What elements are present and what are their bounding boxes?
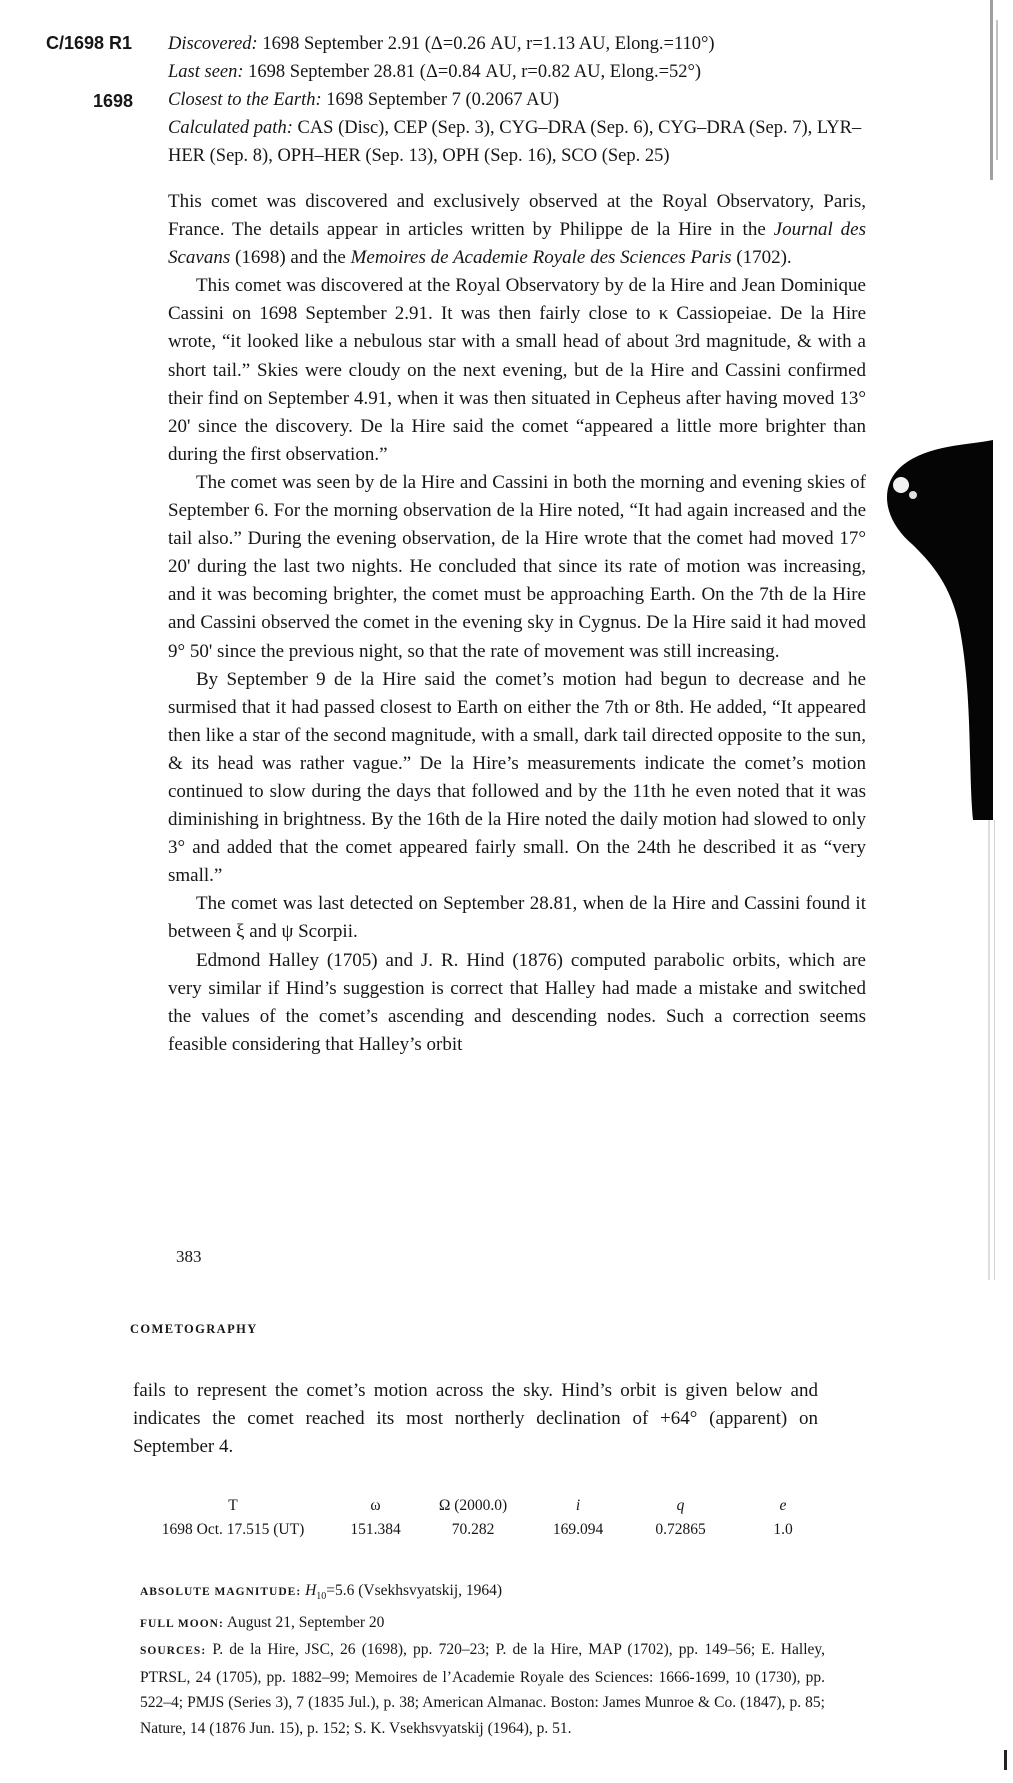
full-moon-label: FULL MOON:	[140, 1617, 224, 1630]
scan-shadow-blot	[873, 440, 993, 820]
notes-section	[140, 1578, 825, 1741]
intro-text-b: (1698) and the	[230, 247, 351, 269]
col-T: T	[228, 1497, 238, 1514]
running-head: COMETOGRAPHY	[130, 1322, 258, 1336]
last-seen-value: 1698 September 28.81 (Δ=0.84 AU, r=0.82 AU, Elong.=52°)	[248, 62, 702, 82]
paragraph-discovery: This comet was discovered at the Royal Observatory by de la Hire and Jean Dominique Cassini on 1698 September 2.91. It was then fairly close to κ Cassiopeiae. De la Hire wrote, “it looked like a nebulous star with a small head of about 3rd magnitude, & with a short tail.” Skies were cloudy on the next evening, but de la Hire and Cassini confirmed their find on September 4.91, when it was then situated in Cepheus after having moved 13° 20' since the discovery. De la Hire said the comet “appeared a little more brighter than during the first observation.”	[168, 275, 866, 465]
orbit-table-header	[133, 1494, 833, 1518]
path-label: Calculated path:	[168, 118, 293, 138]
intro-text-c: (1702).	[731, 247, 792, 269]
cell-T: 1698 Oct. 17.515 (UT)	[161, 1521, 305, 1538]
discovered-label: Discovered:	[168, 34, 258, 54]
closest-label: Closest to the Earth:	[168, 90, 322, 110]
col-q: q	[676, 1497, 685, 1514]
col-i: i	[575, 1497, 581, 1514]
full-moon-value: August 21, September 20	[226, 1613, 385, 1631]
cell-omega: 151.384	[350, 1521, 401, 1538]
orbit-table	[133, 1494, 833, 1542]
orbit-table-row	[133, 1518, 833, 1542]
paragraph-last-detection: The comet was last detected on September 28.81, when de la Hire and Cassini found it between ξ and ψ Scorpii.	[168, 893, 866, 943]
paragraph-orbits: Edmond Halley (1705) and J. R. Hind (1876) computed parabolic orbits, which are very similar if Hind’s suggestion is correct that Halley had made a mistake and switched the values of the comet’s ascending and descending nodes. Such a correction seems feasible considering that Halley’s orbit	[168, 949, 866, 1055]
col-node: Ω (2000.0)	[438, 1497, 508, 1514]
absolute-magnitude	[140, 1578, 825, 1610]
last-seen-label: Last seen:	[168, 62, 244, 82]
cell-i: 169.094	[552, 1521, 604, 1538]
comet-metadata	[168, 30, 868, 170]
paragraph-intro	[168, 188, 866, 272]
closest-value: 1698 September 7 (0.2067 AU)	[326, 90, 560, 110]
abs-mag-value: =5.6 (Vsekhsvyatskij, 1964)	[326, 1582, 503, 1599]
discovered-line	[168, 30, 868, 58]
cell-e: 1.0	[773, 1521, 793, 1538]
sources-label: SOURCES:	[140, 1645, 207, 1658]
sources	[140, 1637, 825, 1741]
abs-mag-symbol: H	[305, 1582, 317, 1599]
path-line	[168, 114, 868, 170]
col-omega: ω	[370, 1497, 381, 1514]
scan-edge-mark	[1004, 1750, 1007, 1770]
col-e: e	[779, 1497, 787, 1514]
closest-line	[168, 86, 868, 114]
continuation-paragraph: fails to represent the comet’s motion across the sky. Hind’s orbit is given below and indicates the comet reached its most northerly declination of +64° (apparent) on September 4.	[133, 1380, 818, 1457]
comet-year: 1698	[93, 91, 134, 111]
journal-title-1: Journal des Scavans	[168, 219, 866, 269]
discovered-value: 1698 September 2.91 (Δ=0.26 AU, r=1.13 AU, Elong.=110°)	[262, 34, 715, 54]
abs-mag-subscript: 10	[316, 1591, 327, 1603]
abs-mag-label: ABSOLUTE MAGNITUDE:	[140, 1586, 302, 1598]
cell-node: 70.282	[451, 1521, 495, 1538]
intro-text-a: This comet was discovered and exclusively observed at the Royal Observatory, Paris, France. The details appear in articles written by Philippe de la Hire in the	[168, 191, 866, 241]
comet-designation: C/1698 R1	[46, 33, 133, 53]
article-body	[168, 188, 866, 1059]
page-number: 383	[176, 1247, 202, 1266]
paragraph-september-9: By September 9 de la Hire said the comet’s motion had begun to decrease and he surmised that it had passed closest to Earth on either the 7th or 8th. He added, “It appeared then like a star of the second magnitude, with a small, dark tail directed opposite to the sun, & its head was rather vague.” De la Hire’s measurements indicate the comet’s motion continued to slow during the days that followed and by the 11th he even noted that it was diminishing in brightness. By the 16th de la Hire noted the daily motion had slowed to only 3° and added that the comet appeared fairly small. On the 24th he described it as “very small.”	[168, 668, 866, 887]
sources-value: P. de la Hire, JSC, 26 (1698), pp. 720–23; P. de la Hire, MAP (1702), pp. 149–56; E. Halley, PTRSL, 24 (1705), pp. 1882–99; Memoires de l’Academie Royale des Sciences: 1666-1699, 10 (1730), pp. 522–4; PMJS (Series 3), 7 (1835 Jul.), p. 38; American Almanac. Boston: James Munroe & Co. (1847), p. 85; Nature, 14 (1876 Jun. 15), p. 152; S. K. Vsekhsvyatskij (1964), p. 51.	[140, 1641, 825, 1737]
full-moon	[140, 1610, 825, 1638]
cell-q: 0.72865	[655, 1521, 706, 1538]
journal-title-2: Memoires de Academie Royale des Sciences Paris	[350, 247, 732, 269]
paragraph-september-6: The comet was seen by de la Hire and Cassini in both the morning and evening skies of September 6. For the morning observation de la Hire noted, “It had again increased and the tail also.” During the evening observation, de la Hire wrote that the comet had moved 17° 20' during the last two nights. He concluded that since its rate of motion was increasing, and it was becoming brighter, the comet must be approaching Earth. On the 7th de la Hire and Cassini observed the comet in the evening sky in Cygnus. De la Hire said it had moved 9° 50' since the previous night, so that the rate of movement was still increasing.	[168, 471, 866, 662]
path-value: CAS (Disc), CEP (Sep. 3), CYG–DRA (Sep. 6), CYG–DRA (Sep. 7), LYR–HER (Sep. 8), OPH–HER (Sep. 13), OPH (Sep. 16), SCO (Sep. 25)	[168, 118, 862, 166]
last-seen-line	[168, 58, 868, 86]
